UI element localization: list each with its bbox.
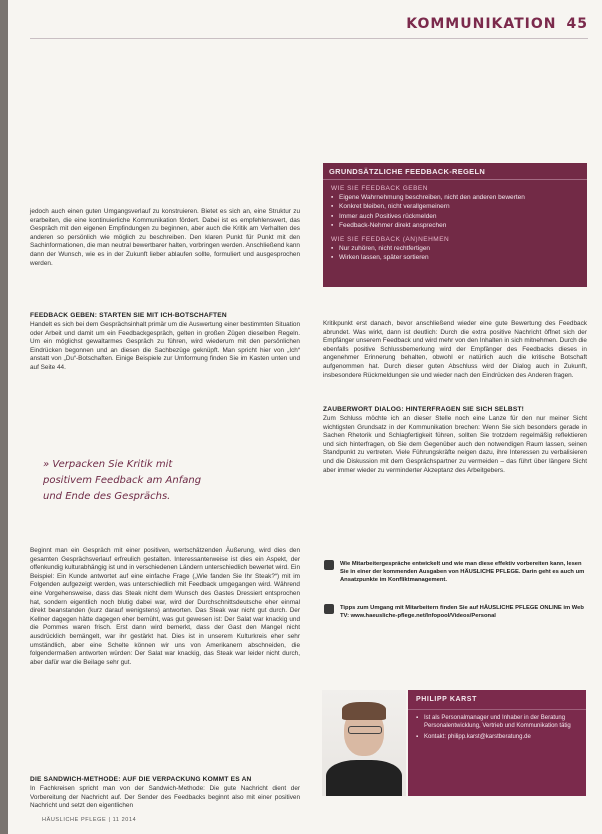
section-heading-ich-botschaften: FEEDBACK GEBEN: STARTEN SIE MIT ICH-BOTSCHAFTEN — [30, 312, 227, 319]
take-heading: WIE SIE FEEDBACK (AN)NEHMEN — [331, 235, 450, 243]
info-icon — [324, 560, 334, 570]
note-text: Tipps zum Umgang mit Mitarbeitern finden Sie auf HÄUSLICHE PFLEGE ONLINE im Web TV: www.haeusliche-pflege.net/Infopool/Videos/Personal — [340, 605, 584, 619]
list-item: ▪ Konkret bleiben, nicht verallgemeinern — [339, 202, 581, 211]
list-item: ▪ Wirken lassen, später sortieren — [339, 253, 581, 262]
section-text-dialog — [323, 415, 587, 475]
author-details — [408, 710, 586, 741]
photo-glasses — [348, 726, 382, 734]
video-icon — [324, 604, 334, 614]
page-number: 45 — [566, 16, 588, 32]
page-footer: HÄUSLICHE PFLEGE | 11 2014 — [42, 817, 137, 823]
take-list — [323, 244, 587, 263]
paragraph: In Fachkreisen spricht man von der Sandwich-Methode: Die gute Nachricht dient der Vorbereitung der Nachricht auf. Der Sender des Feedbacks beginnt also mit einer positiven Nachricht und setzt den eigentlichen — [30, 785, 300, 810]
right-column-text — [323, 320, 587, 380]
author-name: PHILIPP KARST — [408, 690, 586, 710]
author-box — [408, 690, 586, 796]
intro-paragraph: jedoch auch einen guten Umgangsverlauf zu konstruieren. Bietet es sich an, eine Struktur zu erarbeiten, die eine kontinuierliche Kommunikation fördert. Dabei ist es empfehlenswert, das Gespräch mit den eigenen Empfindungen zu beginnen, aber auch die Kritik am Verhalten des anderen so persönlich wie möglich zu beschreiben. Den klaren Punkt für Punkt mit den Sachinformationen, die man neutral bewertbarer halten, vorbringen werden. Anschließend kann dann der Wunsch, wie es in der Zukunft lieber ablaufen sollte, formuliert und ausgesprochen werden. — [30, 208, 300, 267]
intro-column — [30, 208, 300, 268]
paragraph: Handelt es sich bei dem Gesprächsinhalt primär um die Auswertung einer bestimmten Situation oder Arbeit und damit um ein Feedbackgespräch, gelten in großen Zügen dieselben Regeln. Um ein möglichst gewaltarmes Gespräch zu führen, wird wiederum mit den persönlichen Eindrücken begonnen und an diesen die Sachbezüge geknüpft. Man spricht hier von „Ich“ anstatt von „Du“-Botschaften. Einige Beispiele zur Umformung finden Sie im Kasten unten und auf Seite 44. — [30, 321, 300, 371]
section-title: KOMMUNIKATION — [406, 16, 557, 32]
give-list — [323, 193, 587, 231]
author-contact: ▪ Kontakt: philipp.karst@karstberatung.de — [424, 733, 578, 741]
note-text: Wie Mitarbeitergespräche entwickelt und wie man diese effektiv vorbereiten kann, lesen Sie in einer der kommenden Ausgaben von HÄUSLICHE PFLEGE. Darin geht es auch um Ansatzpunkte im Konfliktmanagement. — [340, 561, 585, 583]
header-rule — [30, 38, 588, 39]
section-heading-dialog: ZAUBERWORT DIALOG: HINTERFRAGEN SIE SICH SELBST! — [323, 406, 525, 413]
list-item: ▪ Immer auch Positives rückmelden — [339, 212, 581, 221]
section-text-sandwich — [30, 785, 300, 811]
photo-shirt — [326, 760, 402, 796]
photo-hair — [342, 702, 386, 720]
box-title: GRUNDSÄTZLICHE FEEDBACK-REGELN — [323, 163, 587, 180]
section-text-ich-botschaften — [30, 321, 300, 373]
author-photo — [322, 690, 406, 796]
list-item: ▪ Eigene Wahrnehmung beschreiben, nicht den anderen bewerten — [339, 193, 581, 202]
section-heading-sandwich: DIE SANDWICH-METHODE: AUF DIE VERPACKUNG KOMMT ES AN — [30, 776, 252, 783]
info-note-1 — [324, 560, 586, 584]
author-detail: ▪ Ist als Personalmanager und Inhaber in der Beratung Personalentwicklung, Vertrieb und Kommunikation tätig — [424, 714, 578, 731]
list-item: ▪ Nur zuhören, nicht rechtfertigen — [339, 244, 581, 253]
page-header — [406, 16, 588, 32]
list-item: ▪ Feedback-Nehmer direkt ansprechen — [339, 221, 581, 230]
page-gutter — [0, 0, 8, 834]
magazine-page — [8, 0, 602, 834]
left-bottom-column — [30, 547, 300, 667]
give-heading: WIE SIE FEEDBACK GEBEN — [331, 185, 428, 192]
pull-quote: » Verpacken Sie Kritik mit positivem Feedback am Anfang und Ende des Gesprächs. — [43, 459, 202, 502]
info-note-2 — [324, 604, 586, 620]
paragraph: Kritikpunkt erst danach, bevor anschließend wieder eine gute Bewertung des Feedback abrundet. Was wirkt, dann ist deutlich: Durch die extra positive Nachricht öffnet sich der Empfänger unserem Feedback und wird mehr von den Inhalten in sich mitnehmen. Durch die ebenfalls positive Schlussbemerkung wird der Empfänger des Feedbacks dieses in angenehmer Erinnerung behalten, obwohl er natürlich auch die kritische Botschaft aufgenommen hat. Durch dieser guten Abschluss wird der Dialog auch in Zukunft, insbesondere Rückmeldungen sie und wieder nach den Eindrücken des Anderen fragen. — [323, 320, 587, 379]
paragraph: Zum Schluss möchte ich an dieser Stelle noch eine Lanze für den nur meiner Sicht wichtigsten Grundsatz in der Kommunikation brechen: Wenn Sie sich besonders gerade in Sachen Rhetorik und Schlagfertigkeit führen, sollten Sie trotzdem regelmäßig reflektieren und sich hinterfragen, ob Sie dem Gegenüber auch den notwendigen Raum lassen, seinen Standpunkt zu vertreten. Viele Führungskräfte neigen dazu, ihre Interessen zu verbalisieren und die Diskussion mit dem Gesprächspartner zu vermeiden – das führt über längere Sicht aber immer wieder zu verminderter Akzeptanz des Arbeitgebers. — [323, 415, 587, 474]
paragraph: Beginnt man ein Gespräch mit einer positiven, wertschätzenden Äußerung, wird dies den gesamten Gesprächsverlauf erfreulich gestalten. Interessanterweise ist dies ein Aspekt, der offenkundig kulturabhängig ist und in verschiedenen Ländern unterschiedlich bewertet wird. Ein Beispiel: Ein Kunde antwortet auf eine einfache Frage („Wie fanden Sie Ihr Steak?“) mit im Folgenden aufgezeigt werden, was unterschiedlich mit Feedback umgegangen wird. Während eine Vorgehensweise, dass das Steak nicht dem Wunsch des Gastes Dressiert entsprochen hat, sondern eigentlich noch blutig dabei war, wird der Durchschnittsdeutsche eher einmal direkt beanstanden (kurz darauf wenigstens) antworten. Das Steak war nicht gut durch. Der Kellner dagegen hätte dagegen eher bemüht, was gut gewesen ist: Der Salat war knackig und die Pommes waren frisch. Erst dann wird bemerkt, dass der Gast den Mangel nicht ausdrücklich bemängelt, war ihr gestärkt hat. Dies ist in unserem Kulturkreis eher sehr umständlich, aber eine Schelte können wir uns von Amerikanern abschneiden, die folgendermaßen antworten würden: Der Salat war knackig, das Steak war leider nicht durch, aber dafür war die Beilage sehr gut. — [30, 547, 300, 666]
feedback-rules-box — [323, 163, 587, 287]
